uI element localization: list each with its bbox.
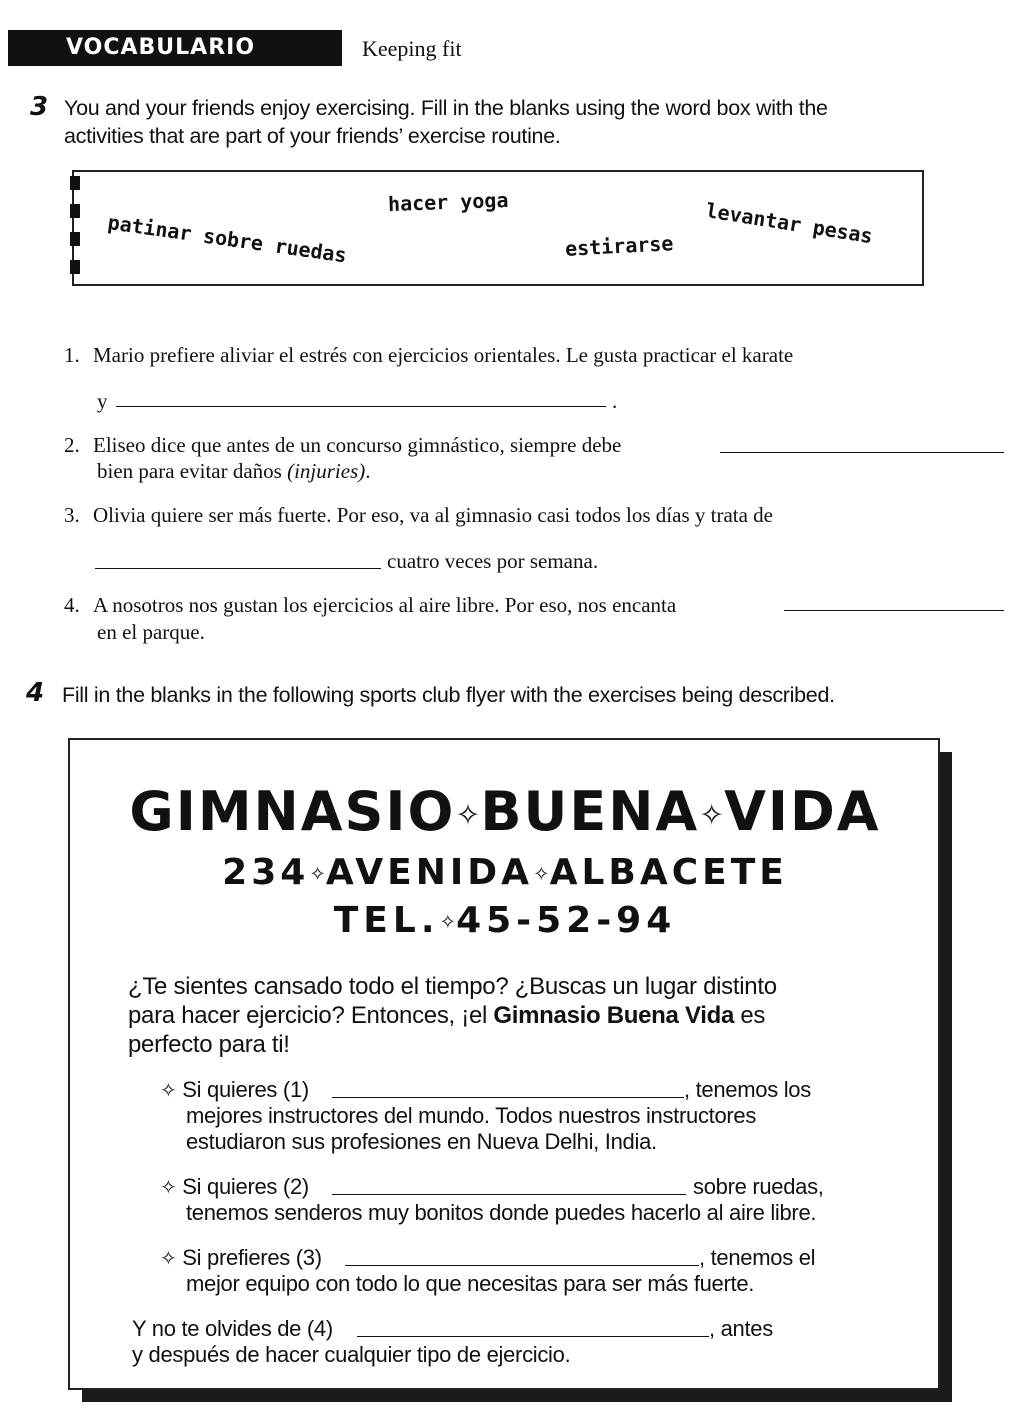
- bullet-3: [160, 1245, 322, 1272]
- flyer-intro-text: es: [734, 1002, 766, 1029]
- diamond-bullet-icon: ✧: [160, 1248, 177, 1270]
- item-number: 3.: [64, 503, 80, 527]
- item-number: 4.: [64, 593, 80, 617]
- flyer-gym-name: Gimnasio Buena Vida: [493, 1002, 734, 1029]
- diamond-bullet-icon: ✧: [160, 1080, 177, 1102]
- flyer-intro-line1: ¿Te sientes cansado todo el tiempo? ¿Buscas un lugar distinto: [128, 973, 777, 1000]
- blank-input[interactable]: [332, 1097, 684, 1098]
- address-part: ALBACETE: [549, 852, 788, 893]
- blank-input[interactable]: [332, 1194, 686, 1195]
- flyer-address: [100, 852, 910, 893]
- flyer-intro-line3: perfecto para ti!: [128, 1031, 290, 1058]
- item-4-line2: en el parque.: [97, 620, 205, 644]
- bullet-1-line3: estudiaron sus profesiones en Nueva Delhi, India.: [186, 1129, 657, 1154]
- blank-input[interactable]: [784, 610, 1004, 611]
- diamond-icon: ✧: [533, 862, 550, 886]
- item-3-line2: cuatro veces por semana.: [387, 549, 599, 573]
- bullet-2-line2: tenemos senderos muy bonitos donde puedes hacerlo al aire libre.: [186, 1200, 817, 1225]
- flyer-title-word: VIDA: [724, 780, 881, 843]
- item-1-line2-suffix: .: [612, 389, 618, 413]
- tel-label: TEL.: [333, 900, 440, 941]
- blank-input[interactable]: [720, 452, 1004, 453]
- word-box-tab: [70, 232, 80, 246]
- blank-input[interactable]: [116, 406, 606, 407]
- bullet-2: [160, 1174, 309, 1201]
- word-box-tab: [70, 204, 80, 218]
- bullet-prefix: Si quieres (1): [182, 1077, 309, 1102]
- item-text: Mario prefiere aliviar el estrés con ejercicios orientales. Le gusta practicar el karate: [93, 343, 794, 367]
- flyer-shadow: [940, 752, 952, 1402]
- item-text: Olivia quiere ser más fuerte. Por eso, va al gimnasio casi todos los días y trata de: [93, 503, 773, 527]
- diamond-icon: ✧: [699, 797, 725, 833]
- flyer-shadow: [82, 1390, 952, 1402]
- flyer-telephone: [100, 900, 910, 941]
- exercise-3-instructions-line1: You and your friends enjoy exercising. Fill in the blanks using the word box with the: [64, 96, 828, 120]
- exercise-4-instructions: Fill in the blanks in the following sports club flyer with the exercises being described.: [62, 683, 835, 707]
- word-patinar-sobre-ruedas: patinar sobre ruedas: [106, 210, 349, 268]
- flyer-title-word: GIMNASIO: [129, 780, 456, 843]
- section-subtitle: Keeping fit: [362, 36, 462, 61]
- bullet-prefix: Si quieres (2): [182, 1174, 309, 1199]
- address-part: 234: [222, 852, 310, 893]
- flyer-closing-prefix: Y no te olvides de (4): [132, 1316, 333, 1341]
- item-gloss: (injuries): [287, 459, 366, 483]
- blank-input[interactable]: [95, 568, 381, 569]
- item-1: [64, 342, 793, 369]
- flyer-intro-line2: [128, 1001, 765, 1030]
- flyer-title-word: BUENA: [480, 780, 700, 843]
- word-box-tab: [70, 176, 80, 190]
- word-estirarse: estirarse: [564, 231, 674, 261]
- exercise-3-instructions-line2: activities that are part of your friends’ exercise routine.: [64, 124, 561, 148]
- exercise-4-number: 4: [26, 678, 45, 708]
- blank-input[interactable]: [345, 1265, 699, 1266]
- flyer-closing-line2: y después de hacer cualquier tipo de ejercicio.: [132, 1342, 571, 1367]
- flyer-closing-suffix: , antes: [709, 1316, 773, 1341]
- blank-input[interactable]: [357, 1336, 709, 1337]
- item-text: A nosotros nos gustan los ejercicios al aire libre. Por eso, nos encanta: [93, 593, 677, 617]
- item-3: [64, 502, 773, 529]
- diamond-bullet-icon: ✧: [160, 1177, 177, 1199]
- item-text-end: .: [365, 459, 371, 483]
- address-part: AVENIDA: [325, 852, 534, 893]
- section-label: VOCABULARIO: [8, 30, 342, 66]
- bullet-3-suffix: , tenemos el: [699, 1245, 816, 1270]
- item-2-line2: [97, 458, 371, 485]
- word-box-tab: [70, 260, 80, 274]
- tel-number: 45-52-94: [456, 900, 677, 941]
- bullet-2-suffix: sobre ruedas,: [693, 1174, 824, 1199]
- flyer-title: [100, 780, 910, 843]
- bullet-1-line2: mejores instructores del mundo. Todos nuestros instructores: [186, 1103, 757, 1128]
- word-levantar-pesas: levantar pesas: [704, 198, 875, 249]
- item-1-line2-prefix: y: [97, 389, 108, 413]
- bullet-prefix: Si prefieres (3): [182, 1245, 322, 1270]
- item-2: [64, 432, 621, 459]
- item-number: 2.: [64, 433, 80, 457]
- item-4: [64, 592, 676, 619]
- bullet-3-line2: mejor equipo con todo lo que necesitas para ser más fuerte.: [186, 1271, 755, 1296]
- item-text: Eliseo dice que antes de un concurso gimnástico, siempre debe: [93, 433, 622, 457]
- diamond-icon: ✧: [309, 862, 326, 886]
- diamond-icon: ✧: [455, 797, 481, 833]
- item-text: bien para evitar daños: [97, 459, 282, 483]
- item-number: 1.: [64, 343, 80, 367]
- bullet-1-suffix: , tenemos los: [684, 1077, 811, 1102]
- flyer-intro-text: para hacer ejercicio? Entonces, ¡el: [128, 1002, 494, 1029]
- word-hacer-yoga: hacer yoga: [387, 187, 509, 217]
- bullet-1: [160, 1077, 309, 1104]
- diamond-icon: ✧: [439, 910, 457, 934]
- exercise-3-number: 3: [30, 92, 49, 122]
